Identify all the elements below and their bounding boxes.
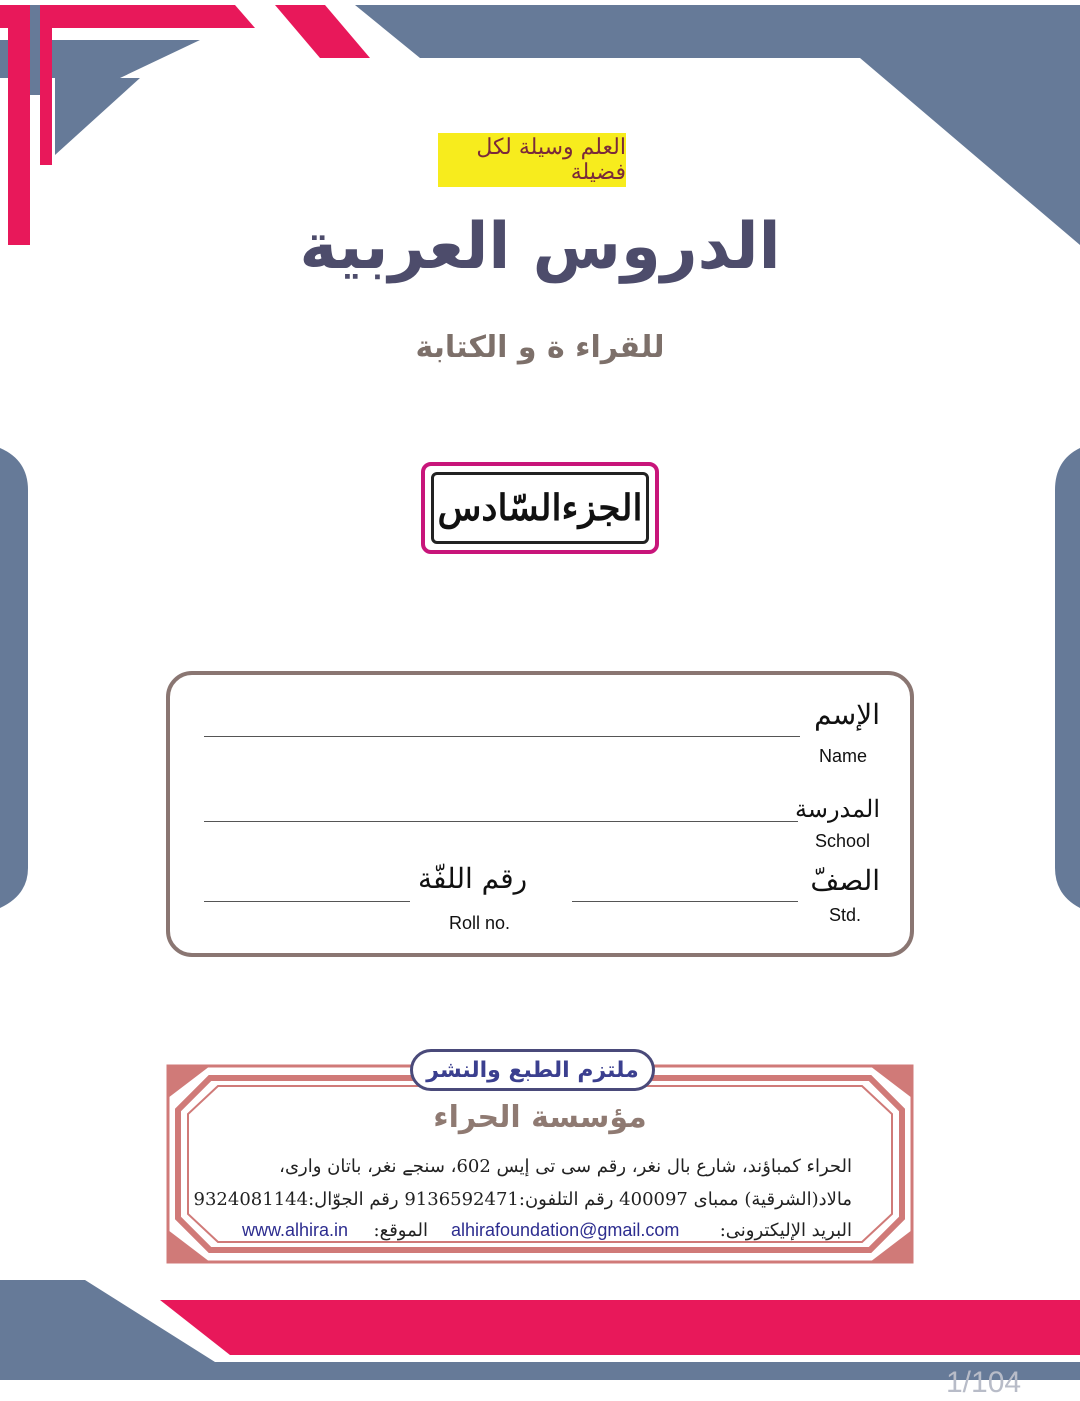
school-label-ar: المدرسة <box>794 795 880 823</box>
publisher-address-line1: الحراء كمباؤند، شارع بال نغر، رقم سى تى إيس 602، سنجے نغر، باتان وارى، <box>279 1156 852 1177</box>
top-slate-band <box>355 5 1080 245</box>
right-side-tab <box>1055 448 1080 908</box>
left-side-tab <box>0 448 28 908</box>
roll-line[interactable] <box>204 901 410 902</box>
publisher-address-line2: مالاد(الشرقية) ممباى 400097 رقم التلفون:9136592471 رقم الجوّال:9324081144 <box>193 1189 852 1210</box>
email-label: البريد الإليكترونى: <box>719 1220 852 1241</box>
part-badge <box>421 462 659 554</box>
corner-crimson-vertical-1 <box>8 5 30 245</box>
publisher-website[interactable]: www.alhira.in <box>242 1220 349 1240</box>
school-label-en: School <box>815 831 871 851</box>
corner-crimson-bar-2 <box>275 5 370 58</box>
roll-label-en: Roll no. <box>449 913 511 933</box>
name-label-ar: الإسم <box>814 698 880 731</box>
website-label: الموقع: <box>373 1220 428 1241</box>
part-label: الجزءالسّادس <box>431 472 649 544</box>
corner-slate-vertical <box>30 5 40 95</box>
motto-banner: العلم وسيلة لكل فضيلة <box>438 133 626 187</box>
corner-slate-diagonal <box>55 78 140 155</box>
name-label-en: Name <box>819 746 868 766</box>
book-subtitle: للقراء ة و الكتابة <box>415 330 665 365</box>
publisher-email[interactable]: alhirafoundation@gmail.com <box>451 1220 680 1240</box>
bottom-crimson-band <box>160 1300 1080 1355</box>
corner-crimson-vertical-2 <box>40 5 52 165</box>
std-label-en: Std. <box>829 905 862 925</box>
name-line[interactable] <box>204 736 800 737</box>
page-indicator: 1/104 <box>946 1366 1022 1399</box>
roll-label-ar: رقم اللفّة <box>418 862 528 895</box>
publisher-label: ملتزم الطبع والنشر <box>410 1049 655 1091</box>
book-title: الدروس العربية <box>299 210 781 284</box>
publisher-name: مؤسسة الحراء <box>433 1100 647 1135</box>
school-line[interactable] <box>204 821 798 822</box>
std-line[interactable] <box>572 901 798 902</box>
std-label-ar: الصفّ <box>810 864 880 897</box>
